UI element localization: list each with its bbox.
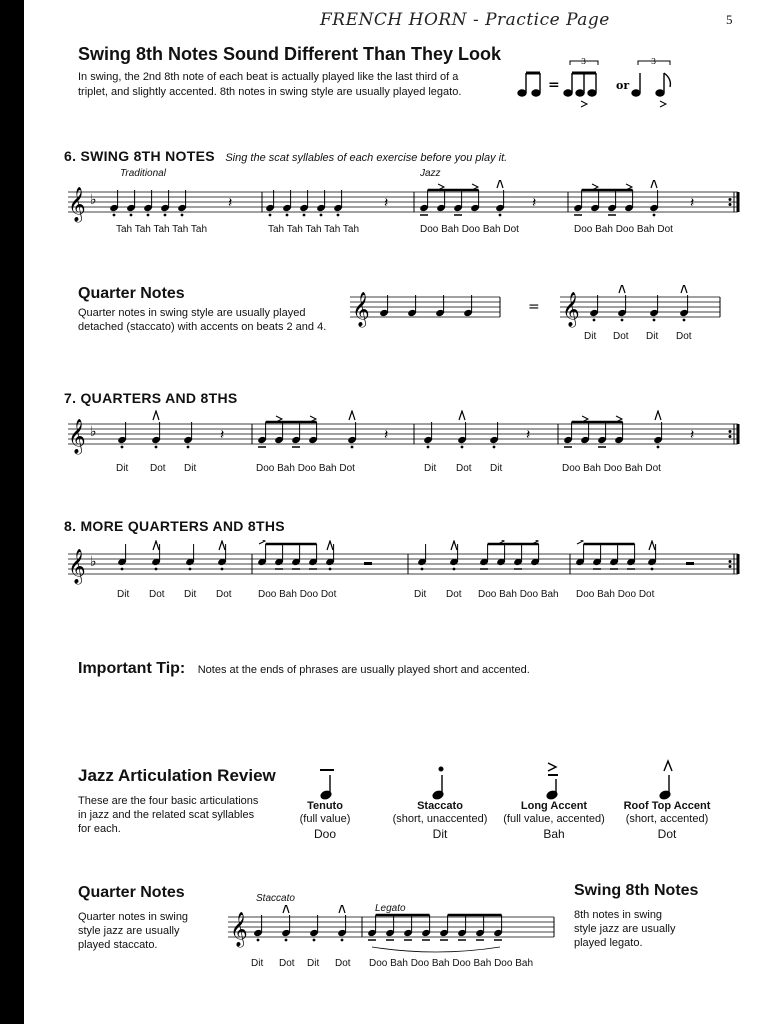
ex6-instruction: Sing the scat syllables of each exercise before you play it. [225, 152, 508, 164]
ex7-syl-1c: Dit [184, 463, 197, 474]
staccato-dot [303, 214, 306, 217]
roof-accent [219, 541, 225, 550]
staccato-dot [121, 568, 124, 571]
roof-accent [681, 285, 687, 293]
ex7-syl-1a: Dit [116, 463, 129, 474]
ex7-syl-3a: Dit [424, 463, 437, 474]
art-staccato-desc: (short, unaccented) [392, 813, 488, 825]
staccato-dot [189, 568, 192, 571]
quarter-rest-icon: 𝄽 [690, 195, 695, 211]
roof-accent [459, 411, 465, 420]
roof-accent [327, 541, 333, 550]
swing-intro-title: Swing 8th Notes Sound Different Than They Look [78, 44, 502, 64]
ex6-title: 6. SWING 8TH NOTES [64, 148, 215, 164]
ex6-syl-2: Tah Tah Tah Tah Tah [268, 224, 360, 235]
ex8-syl-3a: Dit [414, 589, 427, 600]
staccato-dot [286, 214, 289, 217]
accent [259, 540, 265, 544]
staccato-dot [337, 214, 340, 217]
ex8-syl-1b: Dot [149, 589, 165, 600]
roof-accent [619, 285, 625, 293]
flat-sign-icon: ♭ [90, 554, 97, 570]
staccato-dot [113, 214, 116, 217]
staccato-dot [187, 446, 190, 449]
ex6-heading [64, 148, 507, 166]
ex8-syl-2: Doo Bah Doo Dot [258, 589, 337, 600]
accent [577, 540, 583, 544]
bottom-syl-2: Dot [279, 958, 295, 969]
tip-text: Notes at the ends of phrases are usually played short and accented. [197, 664, 530, 676]
tip-title: Important Tip: [78, 660, 186, 677]
ex8-syl-1a: Dit [117, 589, 130, 600]
staccato-dot [427, 446, 430, 449]
art-rooftop-syl: Dot [657, 827, 677, 841]
ex7-syl-1b: Dot [150, 463, 166, 474]
staccato-dot [320, 214, 323, 217]
treble-clef-icon: 𝄞 [230, 912, 248, 947]
handwritten-title: FRENCH HORN - Practice Page [320, 10, 610, 30]
ex8-title: 8. MORE QUARTERS AND 8THS [64, 518, 285, 534]
ex8-syl-1c: Dit [184, 589, 197, 600]
treble-clef-icon: 𝄞 [68, 419, 86, 454]
art-tenuto-name: Tenuto [307, 800, 343, 812]
roof-accent [651, 180, 657, 188]
staccato-dot [653, 319, 656, 322]
ex6-syl-3: Doo Bah Doo Bah Dot [420, 224, 519, 235]
ex8-syl-3b: Dot [446, 589, 462, 600]
q1-syl-2: Dot [613, 331, 629, 342]
bottom-staff [228, 905, 558, 955]
roof-accent [649, 541, 655, 550]
review-line3: for each. [78, 823, 121, 835]
bottom-swing-title: Swing 8th Notes [574, 882, 699, 899]
staccato-dot [593, 319, 596, 322]
bottom-syl-4: Dot [335, 958, 351, 969]
ex7-syl-3b: Dot [456, 463, 472, 474]
roof-accent [655, 411, 661, 420]
ex7-syl-2: Doo Bah Doo Bah Dot [256, 463, 355, 474]
quarter-rest-icon: 𝄽 [532, 195, 537, 211]
quarter-rest-icon: 𝄽 [526, 427, 531, 443]
ex8-syl-4: Doo Bah Doo Dot [576, 589, 655, 600]
art-tenuto-desc: (full value) [299, 813, 351, 825]
flat-sign-icon: ♭ [90, 424, 97, 440]
label-jazz: Jazz [420, 168, 441, 179]
swing-intro-line2: triplet, and slightly accented. 8th notes in swing style are usually played legato. [78, 86, 462, 98]
ex7-staff [62, 410, 742, 460]
treble-clef-icon: 𝄞 [68, 549, 86, 584]
staccato-dot [164, 214, 167, 217]
treble-clef-icon: 𝄞 [562, 292, 580, 327]
bottom-quarter-line2: style jazz are usually [78, 925, 180, 937]
swing-rhythm-figure [510, 55, 690, 115]
staccato-dot [181, 214, 184, 217]
q1-syl-4: Dot [676, 331, 692, 342]
staccato-dot [493, 446, 496, 449]
bottom-quarter-line1: Quarter notes in swing [78, 911, 189, 923]
staccato-dot [257, 939, 260, 942]
bottom-swing-line1: 8th notes in swing [574, 909, 663, 921]
staccato-dot [147, 214, 150, 217]
quarter-title: Quarter Notes [78, 285, 185, 302]
bottom-swing-line3: played legato. [574, 937, 643, 949]
staccato-dot [269, 214, 272, 217]
half-rest [686, 562, 694, 565]
tip-block [78, 660, 530, 678]
quarter-rest-icon: 𝄽 [690, 427, 695, 443]
art-longaccent-desc: (full value, accented) [503, 813, 605, 825]
ex8-syl-1d: Dot [216, 589, 232, 600]
roof-accent [153, 541, 159, 550]
quarter-rest-icon: 𝄽 [220, 427, 225, 443]
roof-accent [153, 411, 159, 420]
roof-accent [283, 905, 289, 913]
review-line2: in jazz and the related scat syllables [78, 809, 255, 821]
eq-sign: = [548, 77, 560, 93]
bottom-swing-line2: style jazz are usually [574, 923, 676, 935]
ex8-syl-3c: Doo Bah Doo Bah [478, 589, 559, 600]
art-staccato-syl: Dit [432, 827, 448, 841]
quarter-staffs [350, 285, 730, 335]
art-longaccent-name: Long Accent [520, 800, 588, 812]
label-legato: Legato [375, 903, 406, 914]
triplet-3b: 3 [651, 57, 657, 66]
staccato-dot [421, 568, 424, 571]
triplet-3a: 3 [581, 57, 587, 66]
bottom-syl-1: Dit [251, 958, 264, 969]
bottom-quarter-line3: played staccato. [78, 939, 158, 951]
ex8-staff [62, 540, 742, 590]
ex6-syl-4: Doo Bah Doo Bah Dot [574, 224, 673, 235]
label-traditional: Traditional [120, 168, 166, 179]
quarter-line2: detached (staccato) with accents on beats 2 and 4. [78, 321, 327, 333]
staccato-dot [313, 939, 316, 942]
articulation-symbols [260, 755, 720, 805]
swing-intro-line1: In swing, the 2nd 8th note of each beat is actually played like the last third of a [78, 71, 459, 83]
or-word: or [616, 79, 630, 92]
page-number: 5 [726, 12, 733, 27]
quarter-rest-icon: 𝄽 [228, 195, 233, 211]
art-longaccent-syl: Bah [543, 827, 565, 841]
art-staccato-name: Staccato [417, 800, 463, 812]
q1-syl-3: Dit [646, 331, 659, 342]
art-rooftop-name: Roof Top Accent [623, 800, 711, 812]
ex7-syl-3c: Dit [490, 463, 503, 474]
binder-strip [0, 0, 24, 1024]
roof-accent [349, 411, 355, 420]
quarter-line1: Quarter notes in swing style are usually played [78, 307, 306, 319]
roof-accent [339, 905, 345, 913]
review-line1: These are the four basic articulations [78, 795, 259, 807]
ex7-syl-4: Doo Bah Doo Bah Dot [562, 463, 661, 474]
q1-syl-1: Dit [584, 331, 597, 342]
quarter-rest-icon: 𝄽 [384, 195, 389, 211]
art-rooftop-desc: (short, accented) [625, 813, 709, 825]
staccato-dot [130, 214, 133, 217]
equals-sign: = [528, 299, 540, 315]
bottom-syl-3: Dit [307, 958, 320, 969]
art-tenuto-syl: Doo [313, 827, 336, 841]
roof-accent [451, 541, 457, 550]
staccato-dot [121, 446, 124, 449]
flat-sign-icon: ♭ [90, 192, 97, 208]
ex6-syl-1: Tah Tah Tah Tah Tah [116, 224, 208, 235]
half-rest [364, 562, 372, 565]
roof-accent [497, 180, 503, 188]
quarter-rest-icon: 𝄽 [384, 427, 389, 443]
review-title: Jazz Articulation Review [78, 766, 276, 785]
legato-slur [372, 947, 500, 952]
bottom-quarter-title: Quarter Notes [78, 884, 185, 901]
treble-clef-icon: 𝄞 [68, 187, 86, 222]
bottom-syl-doo: Doo Bah Doo Bah Doo Bah Doo Bah [369, 958, 533, 969]
treble-clef-icon: 𝄞 [352, 292, 370, 327]
ex6-staff [62, 180, 742, 230]
label-staccato: Staccato [256, 893, 295, 904]
ex7-title: 7. QUARTERS AND 8THS [64, 390, 238, 406]
